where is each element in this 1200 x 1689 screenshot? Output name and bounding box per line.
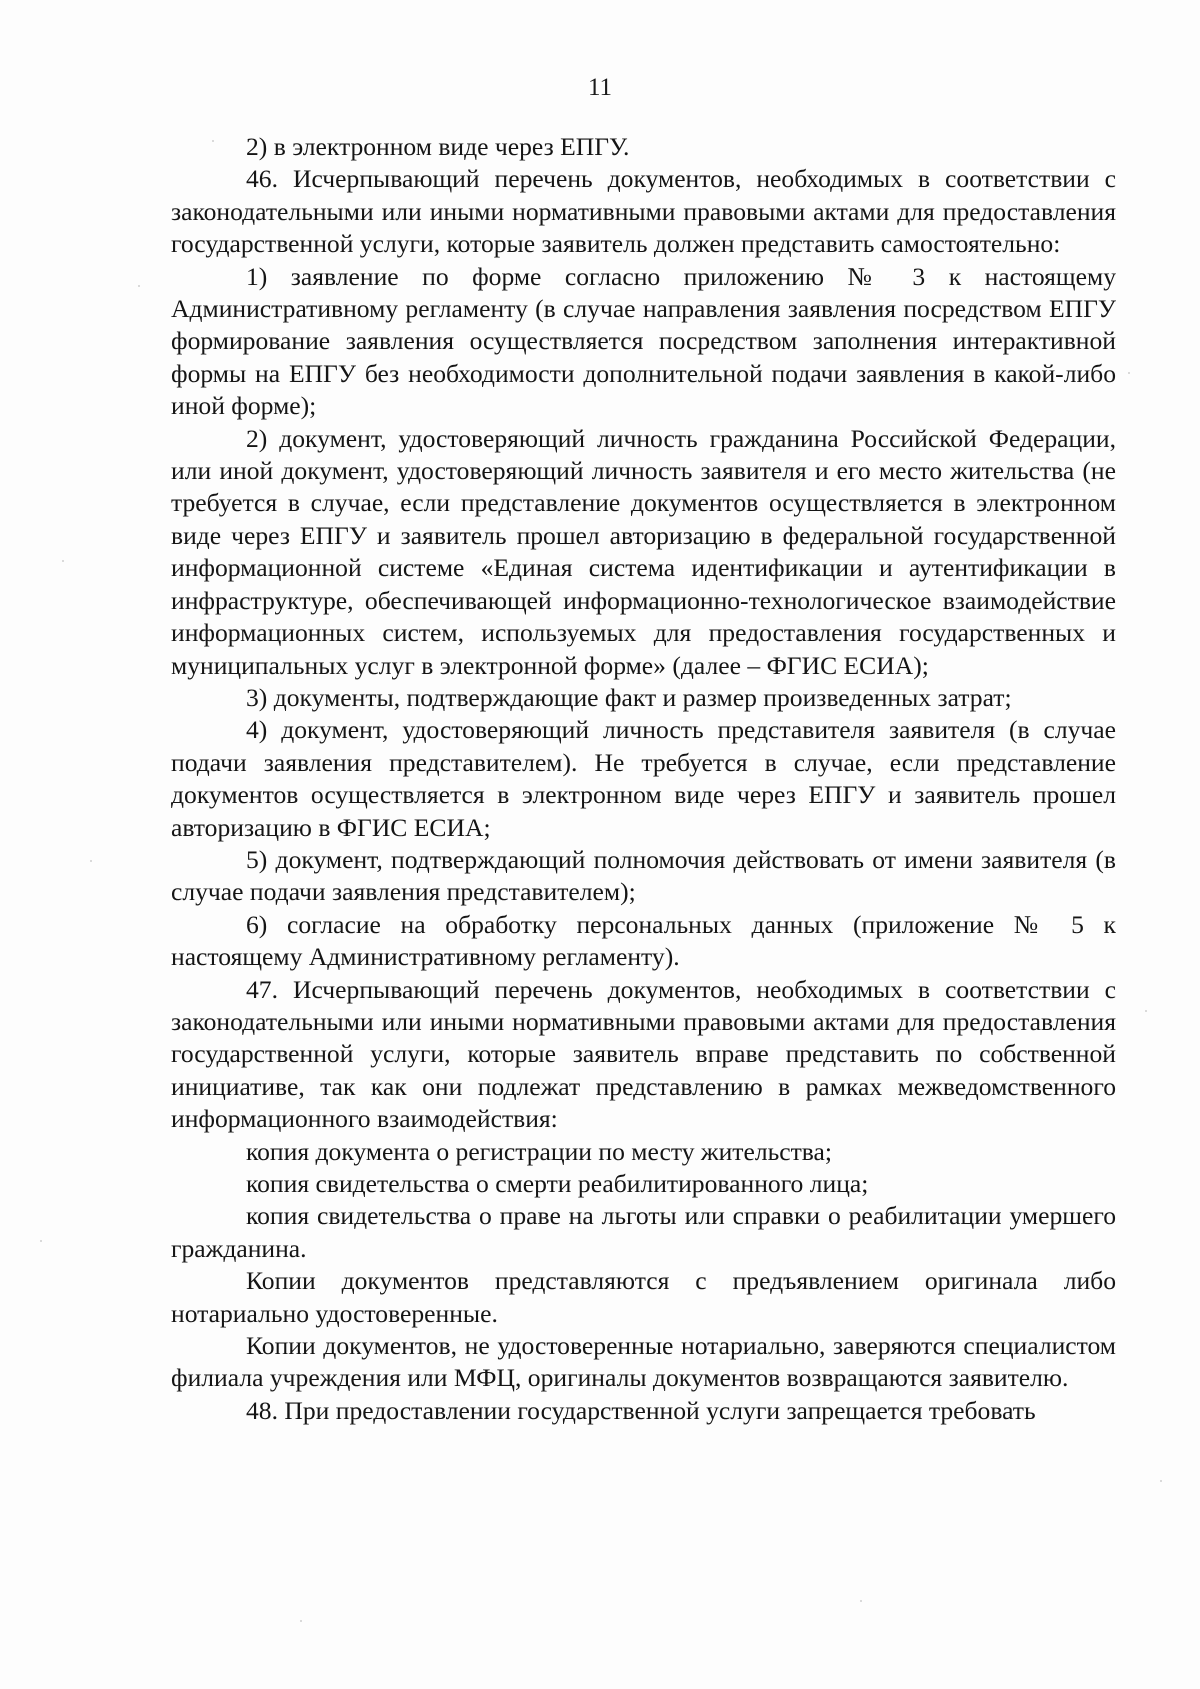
paragraph: Копии документов, не удостоверенные нотариально, заверяются специалистом филиала учреждения или МФЦ, оригиналы документов возвращаются заявителю. bbox=[171, 1331, 1116, 1393]
paragraph: 46. Исчерпывающий перечень документов, необходимых в соответствии с законодательными или иными нормативными правовыми актами для предоставления государственной услуги, которые заявитель должен представить самостоятельно: bbox=[171, 164, 1116, 259]
paragraph: 3) документы, подтверждающие факт и размер произведенных затрат; bbox=[246, 682, 1012, 712]
paragraph: копия свидетельства о праве на льготы или справки о реабилитации умершего гражданина. bbox=[171, 1201, 1116, 1263]
scan-speck bbox=[1128, 372, 1130, 374]
paragraph: 4) документ, удостоверяющий личность представителя заявителя (в случае подачи заявления представителем). Не требуется в случае, если представление документов осуществляется в электронном виде через ЕПГУ и заявитель прошел авторизацию в ФГИС ЕСИА; bbox=[171, 715, 1116, 842]
paragraph: 2) в электронном виде через ЕПГУ. bbox=[246, 132, 630, 161]
scan-speck bbox=[300, 1620, 302, 1622]
page-number: 11 bbox=[587, 74, 613, 101]
paragraph: 6) согласие на обработку персональных данных (приложение № 5 к настоящему Административному регламенту). bbox=[171, 909, 1116, 972]
paragraph: Копии документов представляются с предъявлением оригинала либо нотариально удостоверенные. bbox=[171, 1266, 1116, 1328]
scan-speck bbox=[1160, 1480, 1162, 1482]
scan-speck bbox=[1145, 1010, 1147, 1012]
scan-speck bbox=[138, 285, 140, 287]
paragraph: 2) документ, удостоверяющий личность гражданина Российской Федерации, или иной документ, удостоверяющий личность заявителя и его место жительства (не требуется в случае, если представление документов осуществляется в электронном виде через ЕПГУ и заявитель прошел авторизацию в федеральной государственной информационной системе «Единая система идентификации и аутентификации в инфраструктуре, обеспечивающей информационно-технологическое взаимодействие информационных систем, используемых для предоставления государственных и муниципальных услуг в электронной форме» (далее – ФГИС ЕСИА); bbox=[171, 423, 1116, 680]
paragraph: 1) заявление по форме согласно приложению № 3 к настоящему Административному регламенту (в случае направления заявления посредством ЕПГУ формирование заявления осуществляется посредством заполнения интерактивной формы на ЕПГУ без необходимости дополнительной подачи заявления в какой-либо иной форме); bbox=[171, 261, 1116, 421]
scan-speck bbox=[40, 1240, 42, 1242]
document-body bbox=[171, 131, 1116, 1427]
paragraph: 47. Исчерпывающий перечень документов, необходимых в соответствии с законодательными или иными нормативными правовыми актами для предоставления государственной услуги, которые заявитель вправе представить по собственной инициативе, так как они подлежат представлению в рамках межведомственного информационного взаимодействия: bbox=[171, 974, 1116, 1134]
scan-speck bbox=[90, 860, 92, 862]
scan-speck bbox=[860, 1600, 862, 1602]
paragraph: 48. При предоставлении государственной услуги запрещается требовать bbox=[246, 1395, 1036, 1425]
scan-speck bbox=[62, 560, 64, 562]
paragraph: 5) документ, подтверждающий полномочия действовать от имени заявителя (в случае подачи заявления представителем); bbox=[171, 844, 1116, 907]
paragraph: копия документа о регистрации по месту жительства; bbox=[246, 1136, 833, 1166]
paragraph: копия свидетельства о смерти реабилитированного лица; bbox=[246, 1169, 869, 1198]
